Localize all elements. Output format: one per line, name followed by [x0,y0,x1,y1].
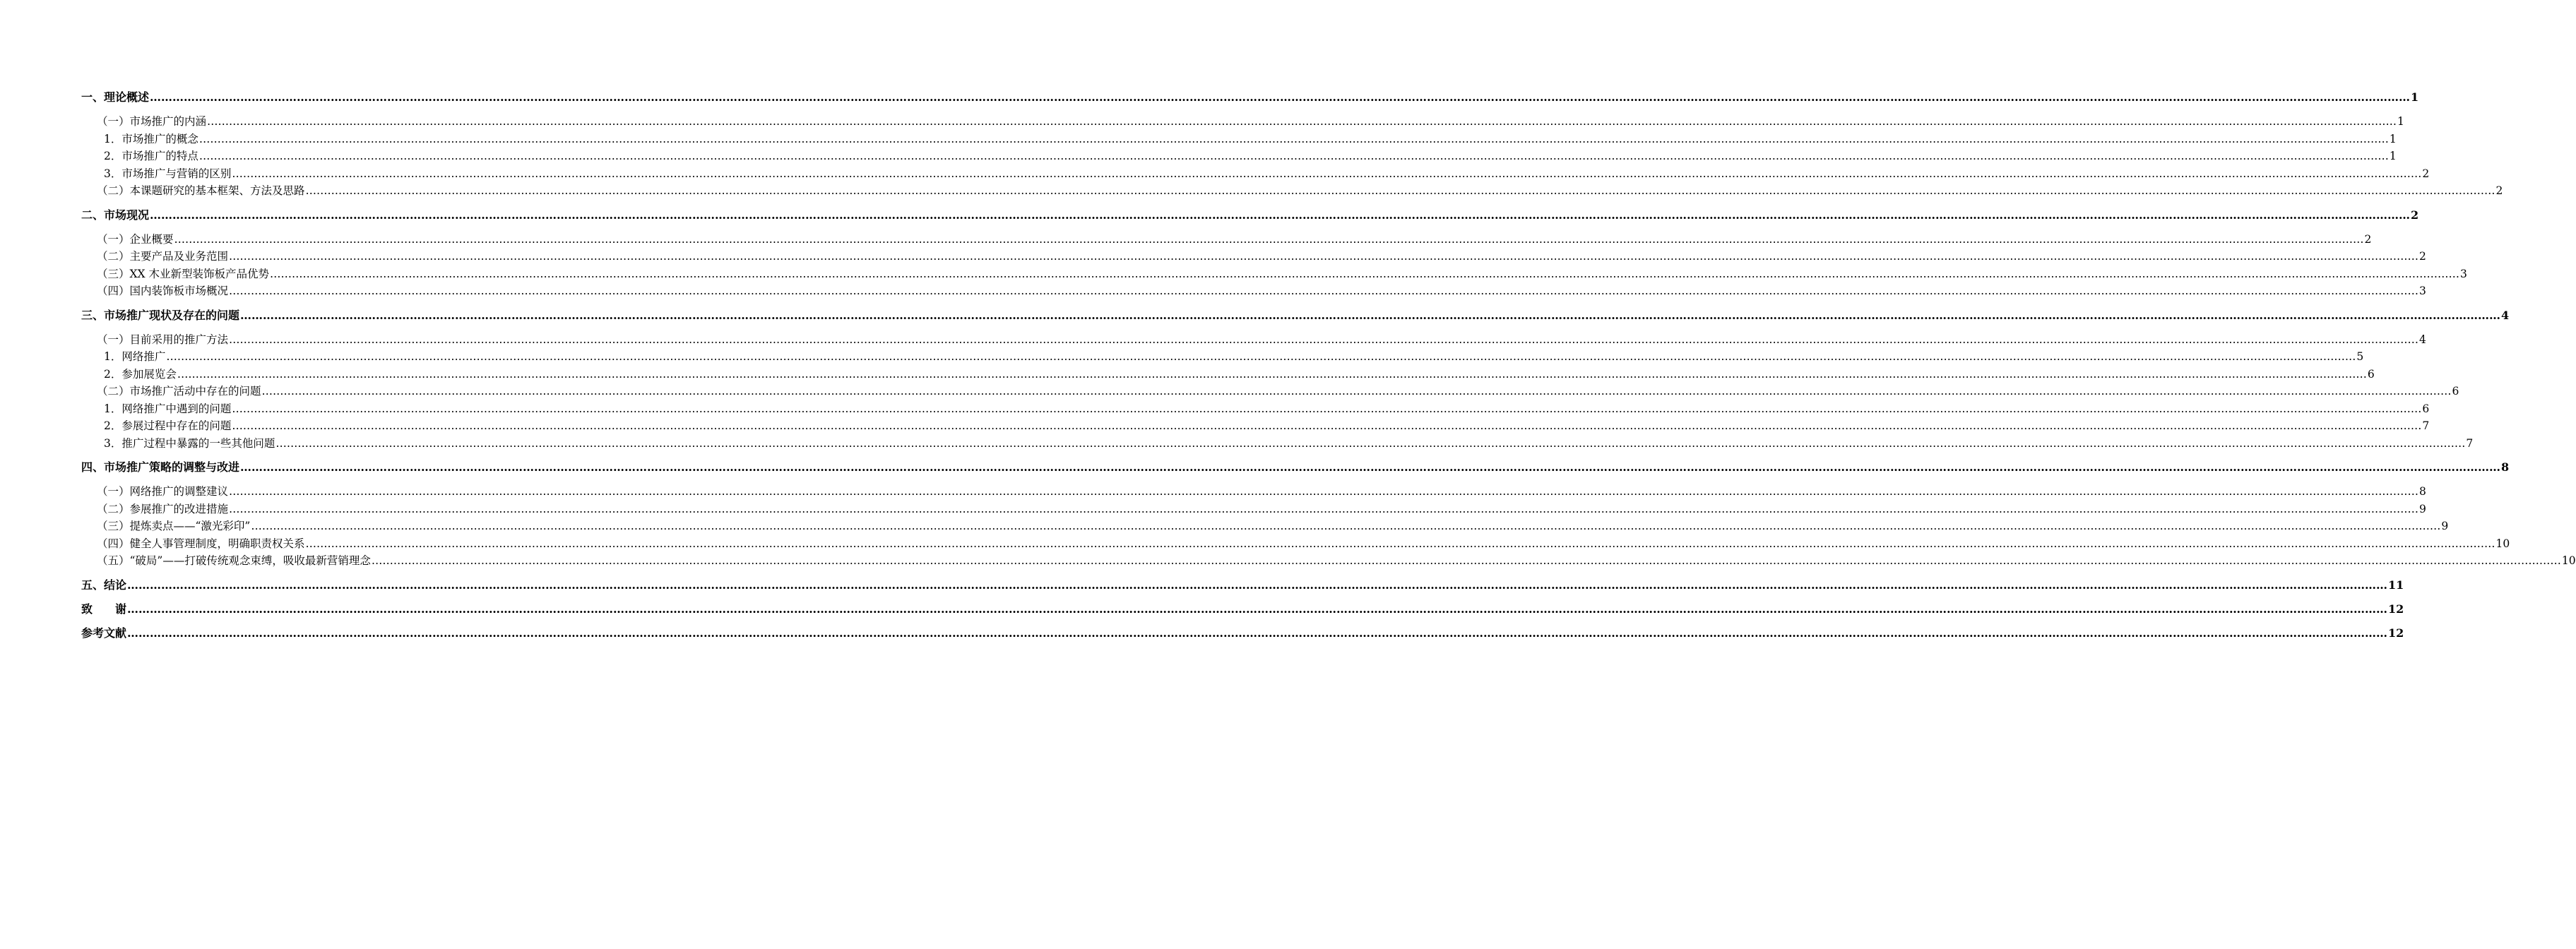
toc-entry-title: （二）市场推广活动中存在的问题 [97,385,261,398]
toc-entry-title: 三、市场推广现状及存在的问题 [81,308,240,322]
toc-entry-page-number: 9 [2419,502,2426,515]
toc-leader-dots: …………………………………………………………………………………………………………………………………………………………………………………………………………………………………………………………………………………………………………………………………………………………………………………………………………………………………………………………………………………………………………………………………………………… [166,350,2356,363]
toc-entry[interactable] [81,518,2449,535]
toc-entry-page-number: 8 [2501,460,2510,474]
toc-entry-page-number: 5 [2356,350,2364,363]
toc-leader-dots: …………………………………………………………………………………………………………………………………………………………………………………………………………………………………………………………………………………………………………………………………………………………………………………………………………………………………………………………………………………………………………………………………………………… [127,626,2388,640]
toc-entry-page-number: 3 [2460,267,2467,280]
toc-leader-dots: …………………………………………………………………………………………………………………………………………………………………………………………………………………………………………………………………………………………………………………………………………………………………………………………………………………………………………………………………………………………………………………………………………………… [229,502,2419,515]
toc-entry[interactable] [81,366,2375,383]
toc-leader-dots: …………………………………………………………………………………………………………………………………………………………………………………………………………………………………………………………………………………………………………………………………………………………………………………………………………………………………………………………………………………………………………………………………………………… [251,520,2441,532]
toc-entry-title: 一、理论概述 [81,90,150,104]
toc-leader-dots: …………………………………………………………………………………………………………………………………………………………………………………………………………………………………………………………………………………………………………………………………………………………………………………………………………………………………………………………………………………………………………………………………………………… [371,554,2561,567]
toc-entry-page-number: 1 [2389,132,2397,145]
toc-entry-page-number: 1 [2389,150,2397,162]
toc-entry[interactable] [81,459,2510,476]
toc-entry-title: 1．市场推广的概念 [104,132,198,145]
toc-leader-dots: …………………………………………………………………………………………………………………………………………………………………………………………………………………………………………………………………………………………………………………………………………………………………………………………………………………………………………………………………………………………………………………………………………………… [240,460,2501,474]
toc-entry-page-number: 12 [2388,602,2404,616]
toc-entry-title: 2．市场推广的特点 [104,150,198,162]
toc-entry[interactable] [81,501,2426,518]
toc-entry[interactable] [81,165,2430,183]
toc-leader-dots: …………………………………………………………………………………………………………………………………………………………………………………………………………………………………………………………………………………………………………………………………………………………………………………………………………………………………………………………………………………………………………………………………………………… [229,485,2419,498]
toc-entry[interactable] [81,331,2426,349]
toc-entry[interactable] [81,483,2426,501]
toc-entry-page-number: 6 [2422,402,2430,415]
toc-entry-page-number: 7 [2422,419,2430,432]
toc-entry-title: 2．参加展览会 [104,367,177,381]
table-of-contents [81,89,2576,642]
toc-entry[interactable] [81,148,2397,165]
toc-leader-dots: …………………………………………………………………………………………………………………………………………………………………………………………………………………………………………………………………………………………………………………………………………………………………………………………………………………………………………………………………………………………………………………………………………………… [240,308,2501,322]
toc-entry-page-number: 1 [2397,115,2404,128]
toc-entry[interactable] [81,535,2510,553]
toc-entry-title: 四、市场推广策略的调整与改进 [81,460,240,474]
toc-entry-page-number: 10 [2561,554,2576,567]
toc-entry-page-number: 2 [2364,232,2372,246]
toc-entry-page-number: 9 [2441,520,2449,532]
toc-leader-dots: …………………………………………………………………………………………………………………………………………………………………………………………………………………………………………………………………………………………………………………………………………………………………………………………………………………………………………………………………………………………………………………………………………………… [198,132,2389,145]
toc-entry-page-number: 1 [2411,90,2419,104]
toc-entry-page-number: 7 [2466,436,2474,450]
toc-entry[interactable] [81,231,2372,249]
toc-leader-dots: …………………………………………………………………………………………………………………………………………………………………………………………………………………………………………………………………………………………………………………………………………………………………………………………………………………………………………………………………………………………………………………………………………………… [229,285,2419,297]
toc-entry[interactable] [81,248,2426,265]
toc-entry-title: （一）网络推广的调整建议 [97,485,229,498]
toc-entry-title: （三）提炼卖点——“激光彩印” [97,520,251,532]
toc-entry-title: （二）参展推广的改进措施 [97,502,229,515]
toc-entry[interactable] [81,207,2419,224]
toc-leader-dots: …………………………………………………………………………………………………………………………………………………………………………………………………………………………………………………………………………………………………………………………………………………………………………………………………………………………………………………………………………………………………………………………………………………… [150,90,2411,104]
toc-entry[interactable] [81,552,2576,570]
toc-entry[interactable] [81,113,2404,131]
toc-entry-title: 参考文献 [81,626,127,640]
toc-leader-dots: …………………………………………………………………………………………………………………………………………………………………………………………………………………………………………………………………………………………………………………………………………………………………………………………………………………………………………………………………………………………………………………………………………………… [177,367,2367,381]
toc-entry-title: （四）国内装饰板市场概况 [97,285,229,297]
toc-entry-title: （一）目前采用的推广方法 [97,333,229,346]
toc-entry[interactable] [81,435,2474,453]
toc-leader-dots: …………………………………………………………………………………………………………………………………………………………………………………………………………………………………………………………………………………………………………………………………………………………………………………………………………………………………………………………………………………………………………………………………………………… [261,385,2452,398]
toc-entry[interactable] [81,89,2419,106]
toc-entry-page-number: 11 [2388,578,2404,592]
toc-entry-title: （四）健全人事管理制度，明确职责权关系 [97,537,305,550]
toc-entry-title: （一）企业概要 [97,232,174,246]
toc-entry-page-number: 12 [2388,626,2404,640]
toc-entry-title: （二）主要产品及业务范围 [97,250,229,263]
toc-entry-page-number: 2 [2495,184,2503,197]
toc-leader-dots: …………………………………………………………………………………………………………………………………………………………………………………………………………………………………………………………………………………………………………………………………………………………………………………………………………………………………………………………………………………………………………………………………………………… [305,184,2495,197]
toc-entry[interactable] [81,417,2430,435]
toc-entry-title: （三）XX 木业新型装饰板产品优势 [97,267,269,280]
toc-leader-dots: …………………………………………………………………………………………………………………………………………………………………………………………………………………………………………………………………………………………………………………………………………………………………………………………………………………………………………………………………………………………………………………………………………………… [174,232,2364,246]
toc-entry-page-number: 6 [2367,367,2375,381]
toc-leader-dots: …………………………………………………………………………………………………………………………………………………………………………………………………………………………………………………………………………………………………………………………………………………………………………………………………………………………………………………………………………………………………………………………………………………… [127,578,2388,592]
toc-entry-page-number: 4 [2501,308,2510,322]
toc-entry-page-number: 4 [2419,333,2426,346]
toc-entry[interactable] [81,383,2459,400]
toc-entry-page-number: 2 [2422,167,2430,180]
toc-leader-dots: …………………………………………………………………………………………………………………………………………………………………………………………………………………………………………………………………………………………………………………………………………………………………………………………………………………………………………………………………………………………………………………………………………………… [150,208,2411,222]
toc-entry[interactable] [81,577,2404,594]
toc-leader-dots: …………………………………………………………………………………………………………………………………………………………………………………………………………………………………………………………………………………………………………………………………………………………………………………………………………………………………………………………………………………………………………………………………………………… [127,602,2388,616]
toc-entry[interactable] [81,348,2364,366]
toc-entry-title: 1．网络推广中遇到的问题 [104,402,232,415]
toc-entry-title: 2．参展过程中存在的问题 [104,419,232,432]
toc-entry-title: 3．推广过程中暴露的一些其他问题 [104,436,275,450]
toc-entry-title: （五）“破局”——打破传统观念束缚，吸收最新营销理念 [97,554,371,567]
toc-entry[interactable] [81,601,2404,618]
toc-entry-title: 二、市场现况 [81,208,150,222]
toc-leader-dots: …………………………………………………………………………………………………………………………………………………………………………………………………………………………………………………………………………………………………………………………………………………………………………………………………………………………………………………………………………………………………………………………………………………… [305,537,2495,550]
toc-entry-page-number: 6 [2452,385,2459,398]
toc-leader-dots: …………………………………………………………………………………………………………………………………………………………………………………………………………………………………………………………………………………………………………………………………………………………………………………………………………………………………………………………………………………………………………………………………………………… [270,267,2459,280]
toc-entry-title: （一）市场推广的内涵 [97,115,207,128]
toc-entry-title: 五、结论 [81,578,127,592]
toc-entry-title: （二）本课题研究的基本框架、方法及思路 [97,184,305,197]
toc-entry-title: 3．市场推广与营销的区别 [104,167,232,180]
toc-entry-title: 致 谢 [81,602,127,616]
toc-entry[interactable] [81,307,2510,324]
toc-entry-page-number: 2 [2411,208,2419,222]
toc-leader-dots: …………………………………………………………………………………………………………………………………………………………………………………………………………………………………………………………………………………………………………………………………………………………………………………………………………………………………………………………………………………………………………………………………………………… [229,250,2419,263]
toc-leader-dots: …………………………………………………………………………………………………………………………………………………………………………………………………………………………………………………………………………………………………………………………………………………………………………………………………………………………………………………………………………………………………………………………………………………… [207,115,2397,128]
toc-entry[interactable] [81,131,2397,148]
toc-leader-dots: …………………………………………………………………………………………………………………………………………………………………………………………………………………………………………………………………………………………………………………………………………………………………………………………………………………………………………………………………………………………………………………………………………………… [275,436,2466,450]
toc-leader-dots: …………………………………………………………………………………………………………………………………………………………………………………………………………………………………………………………………………………………………………………………………………………………………………………………………………………………………………………………………………………………………………………………………………………… [232,402,2422,415]
toc-leader-dots: …………………………………………………………………………………………………………………………………………………………………………………………………………………………………………………………………………………………………………………………………………………………………………………………………………………………………………………………………………………………………………………………………………………… [229,333,2419,346]
toc-leader-dots: …………………………………………………………………………………………………………………………………………………………………………………………………………………………………………………………………………………………………………………………………………………………………………………………………………………………………………………………………………………………………………………………………………………… [232,167,2422,180]
toc-entry[interactable] [81,265,2467,283]
toc-entry[interactable] [81,182,2503,200]
toc-entry[interactable] [81,400,2430,418]
toc-entry-page-number: 8 [2419,485,2426,498]
toc-leader-dots: …………………………………………………………………………………………………………………………………………………………………………………………………………………………………………………………………………………………………………………………………………………………………………………………………………………………………………………………………………………………………………………………………………………… [232,419,2422,432]
toc-entry-page-number: 10 [2495,537,2510,550]
toc-entry[interactable] [81,625,2404,642]
toc-entry-title: 1．网络推广 [104,350,166,363]
toc-entry-page-number: 3 [2419,285,2426,297]
toc-entry-page-number: 2 [2419,250,2426,263]
toc-leader-dots: …………………………………………………………………………………………………………………………………………………………………………………………………………………………………………………………………………………………………………………………………………………………………………………………………………………………………………………………………………………………………………………………………………………… [198,150,2389,162]
toc-entry[interactable] [81,282,2426,300]
